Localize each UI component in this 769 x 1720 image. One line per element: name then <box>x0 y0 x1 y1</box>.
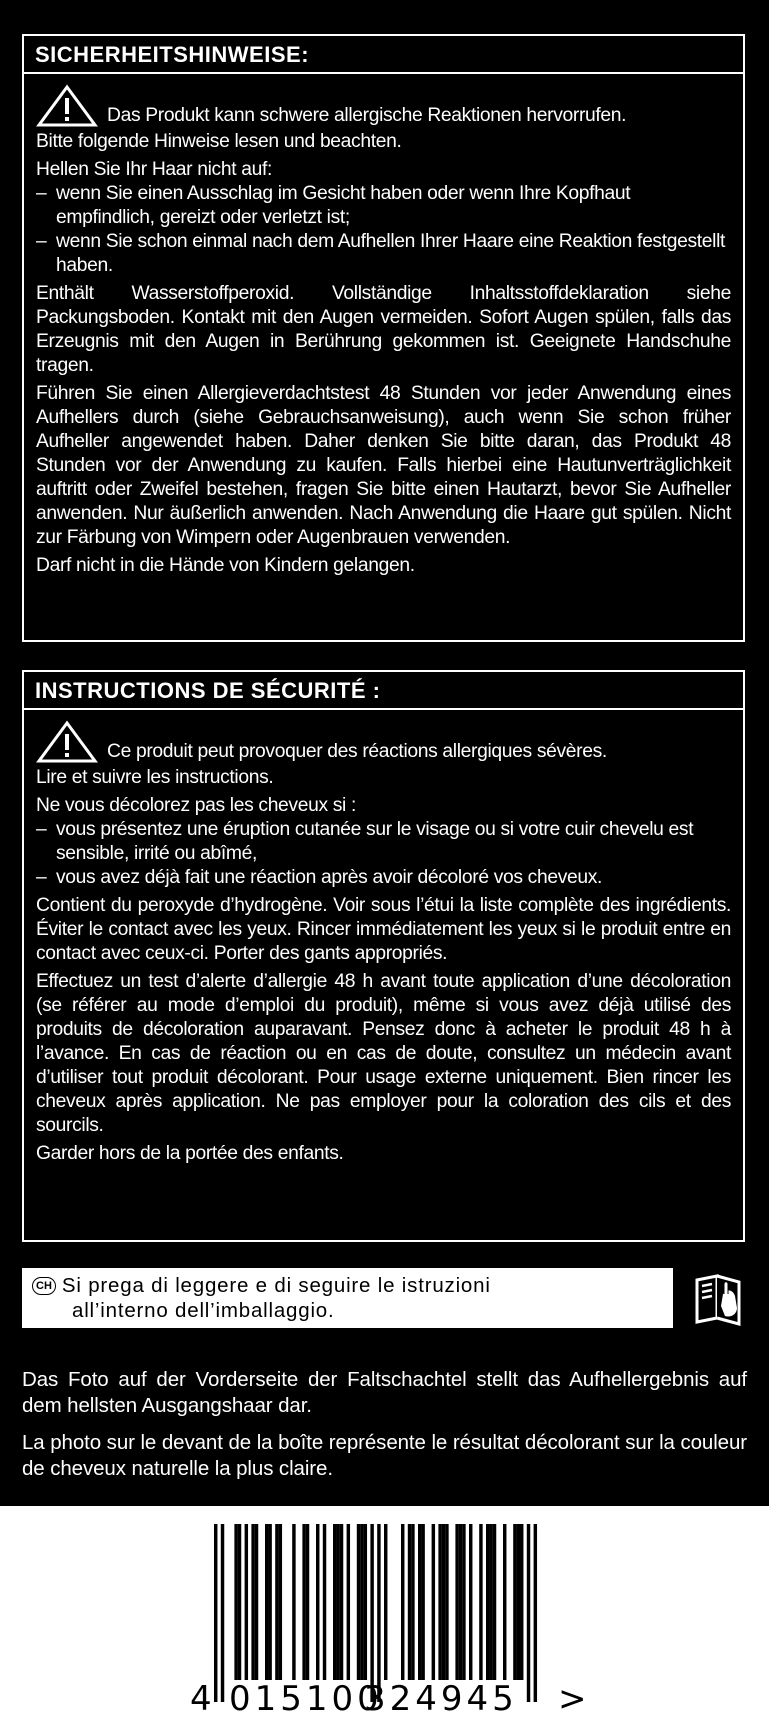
bullet-list-fr <box>36 818 731 890</box>
paragraph-allergy-test-de: Führen Sie einen Allergieverdachtstest 48 Stunden vor jeder Anwendung eines Aufhellers durch (siehe Gebrauchsanweisung), auch wenn Sie schon früher Aufheller angewendet haben. Daher denken Sie bitte daran, das Produkt 48 Stunden vor der Anwendung zu kaufen. Falls hierbei eine Hautunverträglichkeit auftritt oder Zweifel bestehen, fragen Sie bitte einen Hautarzt, bevor Sie Aufheller anwenden. Nur äußerlich anwenden. Nach Anwendung die Haare gut spülen. Nicht zur Färbung von Wimpern oder Augenbrauen verwenden. <box>36 383 731 548</box>
ean-barcode <box>0 1506 769 1720</box>
barcode-bar <box>279 1524 282 1680</box>
intro-de: Hellen Sie Ihr Haar nicht auf: <box>36 159 272 180</box>
barcode-bar <box>401 1524 404 1680</box>
barcode-bar <box>408 1524 411 1680</box>
barcode-bar <box>268 1524 271 1680</box>
barcode-bar <box>520 1524 523 1680</box>
barcode-bar <box>384 1524 387 1680</box>
barcode-bar <box>251 1524 254 1680</box>
barcode-bars <box>214 1524 537 1702</box>
barcode-guard-bar <box>221 1524 224 1702</box>
safety-body-fr <box>24 710 743 1166</box>
intro-fr: Ne vous décolorez pas les cheveux si : <box>36 795 357 816</box>
barcode-bar <box>455 1524 458 1680</box>
bullet-list-de <box>36 182 731 278</box>
barcode-bar <box>340 1524 343 1680</box>
ch-country-badge: CH <box>32 1277 56 1295</box>
read-note-de: Bitte folgende Hinweise lesen und beachten. <box>36 131 402 152</box>
barcode-bar <box>517 1524 520 1680</box>
warning-text-de: Das Produkt kann schwere allergische Reaktionen hervorrufen. <box>107 105 627 126</box>
barcode-bar <box>469 1524 472 1680</box>
warning-triangle-icon <box>36 720 98 764</box>
list-item: – wenn Sie einen Ausschlag im Gesicht haben oder wenn Ihre Kopfhaut empfindlich, gereizt oder verletzt ist; <box>36 183 631 228</box>
barcode-bar <box>513 1524 516 1680</box>
barcode-bar <box>275 1524 278 1680</box>
barcode-bar <box>360 1524 363 1680</box>
barcode-bar <box>333 1524 336 1680</box>
barcode-guard-bar <box>370 1524 373 1702</box>
barcode-bar <box>316 1524 319 1680</box>
barcode-bar <box>347 1524 350 1680</box>
barcode-guard-bar <box>214 1524 217 1702</box>
paragraph-ingredients-fr: Contient du peroxyde d’hydrogène. Voir sous l’étui la liste complète des ingrédients. Éviter le contact avec les yeux. Rincer immédiatement les yeux si le produit entre en contact avec ceux-ci. Porter des gants appropriés. <box>36 895 731 964</box>
barcode-bar <box>265 1524 268 1680</box>
children-warning-de: Darf nicht in die Hände von Kindern gelangen. <box>36 555 415 576</box>
safety-heading-de: SICHERHEITSHINWEISE: <box>24 36 743 74</box>
barcode-bar <box>245 1524 248 1680</box>
barcode-bar <box>323 1524 326 1680</box>
barcode-bar <box>336 1524 339 1680</box>
safety-body-de <box>24 74 743 578</box>
safety-heading-fr: INSTRUCTIONS DE SÉCURITÉ : <box>24 672 743 710</box>
barcode-bar <box>292 1524 295 1680</box>
warning-text-fr: Ce produit peut provoquer des réactions allergiques sévères. <box>107 741 607 762</box>
warning-line-fr <box>36 720 731 764</box>
ch-notice-box <box>22 1268 673 1328</box>
barcode-bar <box>462 1524 465 1680</box>
barcode-bar <box>418 1524 421 1680</box>
paragraph-ingredients-de: Enthält Wasserstoffperoxid. Vollständige Inhaltsstoffdeklaration siehe Packungsboden. Kontakt mit den Augen vermeiden. Sofort Augen spülen, falls das Erzeugnis mit den Augen in Berührung gekommen ist. Geeignete Handschuhe tragen. <box>36 283 731 376</box>
barcode-bar <box>493 1524 496 1680</box>
barcode-bar <box>479 1524 482 1680</box>
photo-note-fr: La photo sur le devant de la boîte représente le résultat décolorant sur la couleur de cheveux naturelle la plus claire. <box>22 1431 747 1480</box>
ch-notice-line-2: all’interno dell’imballaggio. <box>72 1299 335 1322</box>
barcode-first-digit: 4 <box>190 1679 212 1719</box>
read-note-fr: Lire et suivre les instructions. <box>36 767 274 788</box>
barcode-bar <box>255 1524 258 1680</box>
barcode-bar <box>486 1524 489 1680</box>
barcode-guard-bar <box>377 1524 380 1702</box>
barcode-bar <box>306 1524 309 1680</box>
barcode-bar <box>234 1524 237 1680</box>
list-item: – vous présentez une éruption cutanée sur le visage ou si votre cuir chevelu est sensible, irrité ou abîmé, <box>36 819 694 864</box>
barcode-bar <box>442 1524 445 1680</box>
barcode-bar <box>238 1524 241 1680</box>
barcode-bar <box>459 1524 462 1680</box>
barcode-bar <box>411 1524 414 1680</box>
barcode-bar <box>302 1524 305 1680</box>
barcode-bar <box>503 1524 506 1680</box>
barcode-bar <box>364 1524 367 1680</box>
photo-note-de: Das Foto auf der Vorderseite der Faltschachtel stellt das Aufhellergebnis auf dem hellsten Ausgangshaar dar. <box>22 1368 747 1417</box>
list-item: – vous avez déjà fait une réaction après avoir décoloré vos cheveux. <box>36 867 603 888</box>
barcode-bar <box>489 1524 492 1680</box>
barcode-bar <box>432 1524 435 1680</box>
warning-triangle-icon <box>36 84 98 128</box>
photo-notes <box>22 1367 747 1493</box>
barcode-bar <box>445 1524 448 1680</box>
safety-panel-de <box>22 34 745 642</box>
instruction-leaflet-icon <box>693 1272 745 1328</box>
ch-notice-line-1: CH Si prega di leggere e di seguire le istruzioni <box>32 1273 663 1298</box>
paragraph-allergy-test-fr: Effectuez un test d’alerte d’allergie 48 h avant toute application d’une décoloration (se référer au mode d’emploi du produit), même si vous avez déjà utilisé des produits de décoloration auparavant. Pensez donc à acheter le produit 48 h à l’avance. En cas de réaction ou en cas de doute, consultez un médecin avant d’utiliser tout produit décolorant. Pour usage externe uniquement. Bien rincer les cheveux après application. Ne pas employer pour la coloration des cils et des sourcils. <box>36 971 731 1136</box>
barcode-guard-bar <box>527 1524 530 1702</box>
barcode-bar <box>438 1524 441 1680</box>
barcode-end-mark: > <box>558 1679 587 1719</box>
barcode-right-digits: 324945 <box>364 1679 518 1719</box>
safety-panel-fr <box>22 670 745 1242</box>
barcode-bar <box>421 1524 424 1680</box>
children-warning-fr: Garder hors de la portée des enfants. <box>36 1143 344 1164</box>
barcode-bar <box>357 1524 360 1680</box>
warning-line-de <box>36 84 731 128</box>
barcode-left-digits: 015100 <box>229 1679 383 1719</box>
list-item: – wenn Sie schon einmal nach dem Aufhellen Ihrer Haare eine Reaktion festgestellt haben. <box>36 231 726 276</box>
barcode-area <box>0 1506 769 1720</box>
barcode-guard-bar <box>534 1524 537 1702</box>
